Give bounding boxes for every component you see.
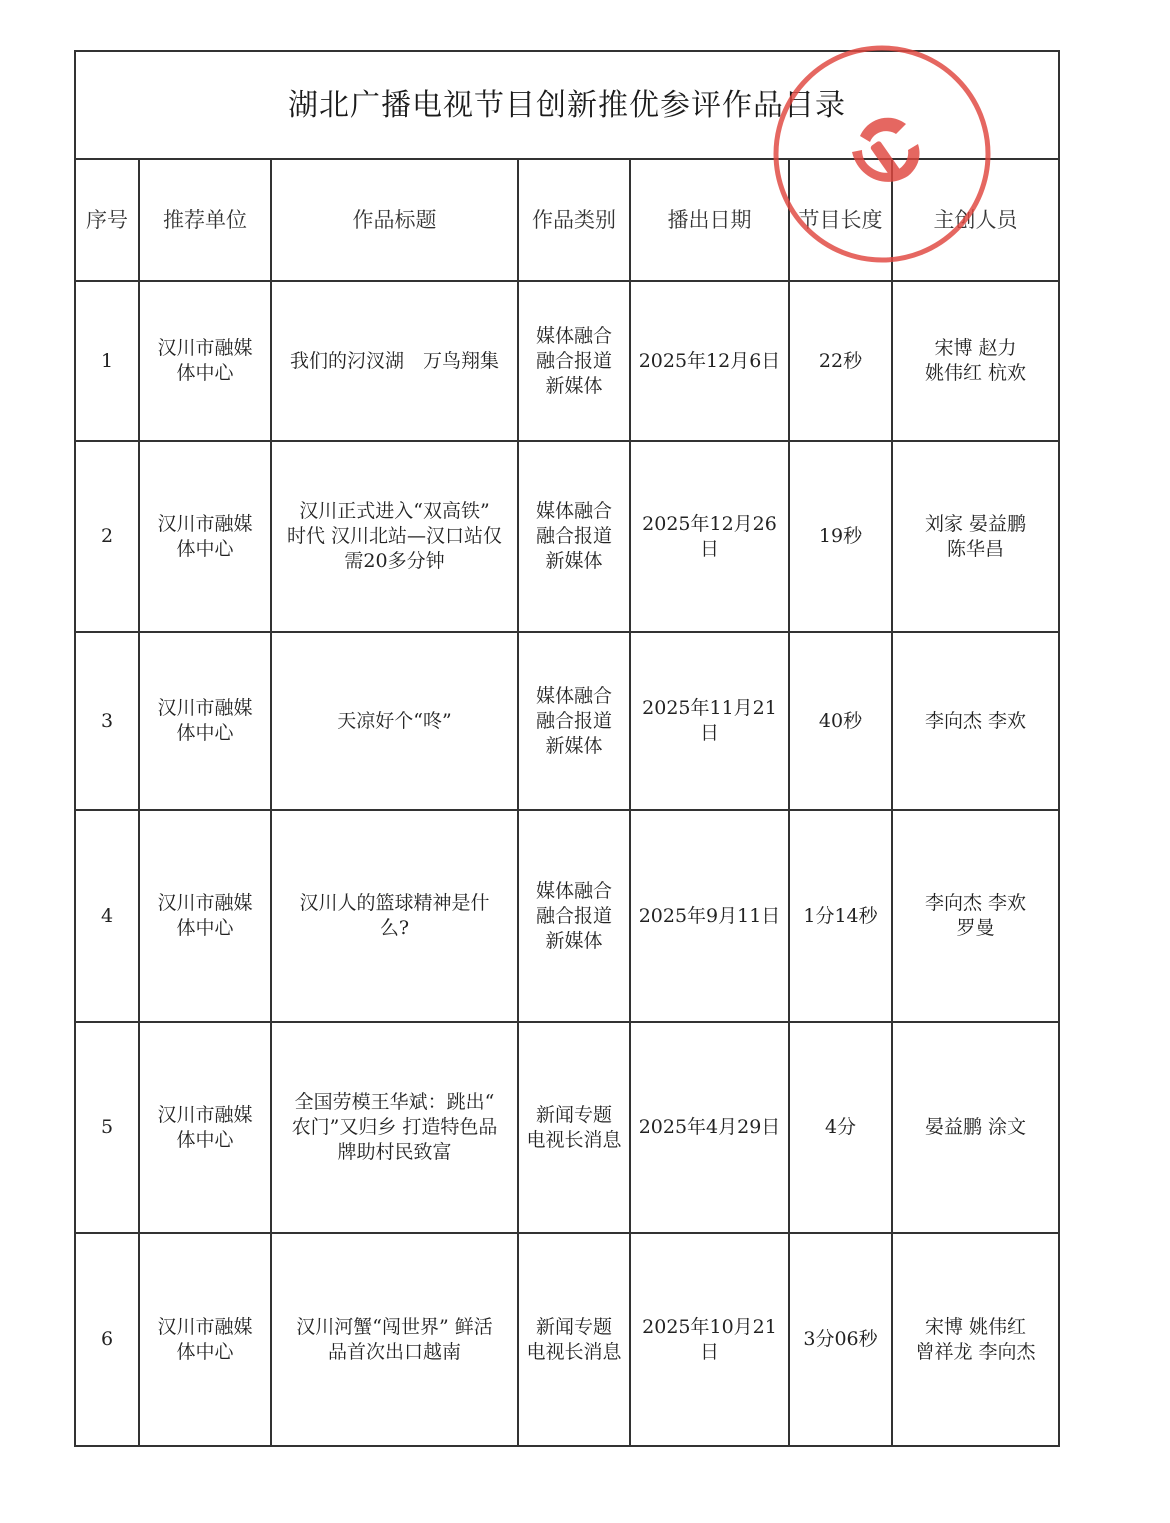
row-title: 我们的汈汊湖 万鸟翔集 — [271, 281, 518, 441]
header-date: 播出日期 — [630, 159, 789, 281]
row-creators: 刘家 晏益鹏 陈华昌 — [892, 441, 1059, 632]
row-index: 3 — [75, 632, 139, 810]
table-row — [75, 810, 1059, 1022]
catalog-table — [74, 50, 1060, 1447]
row-creators: 李向杰 李欢 — [892, 632, 1059, 810]
row-unit: 汉川市融媒 体中心 — [139, 1022, 271, 1233]
row-date: 2025年12月6日 — [630, 281, 789, 441]
row-category: 媒体融合 融合报道 新媒体 — [518, 632, 630, 810]
row-category: 媒体融合 融合报道 新媒体 — [518, 810, 630, 1022]
row-index: 2 — [75, 441, 139, 632]
header-title: 作品标题 — [271, 159, 518, 281]
table-row — [75, 1022, 1059, 1233]
row-unit: 汉川市融媒 体中心 — [139, 810, 271, 1022]
row-length: 19秒 — [789, 441, 892, 632]
row-unit: 汉川市融媒 体中心 — [139, 1233, 271, 1446]
row-creators: 宋博 赵力 姚伟红 杭欢 — [892, 281, 1059, 441]
row-title: 全国劳模王华斌：跳出“ 农门”又归乡 打造特色品 牌助村民致富 — [271, 1022, 518, 1233]
row-length: 4分 — [789, 1022, 892, 1233]
row-unit: 汉川市融媒 体中心 — [139, 632, 271, 810]
table-row — [75, 281, 1059, 441]
row-creators: 李向杰 李欢 罗曼 — [892, 810, 1059, 1022]
row-length: 40秒 — [789, 632, 892, 810]
row-category: 媒体融合 融合报道 新媒体 — [518, 441, 630, 632]
row-category: 新闻专题 电视长消息 — [518, 1022, 630, 1233]
document-title: 湖北广播电视节目创新推优参评作品目录 — [75, 51, 1059, 159]
row-index: 6 — [75, 1233, 139, 1446]
row-title: 汉川河蟹“闯世界” 鲜活 品首次出口越南 — [271, 1233, 518, 1446]
row-index: 4 — [75, 810, 139, 1022]
header-unit: 推荐单位 — [139, 159, 271, 281]
row-date: 2025年9月11日 — [630, 810, 789, 1022]
row-creators: 宋博 姚伟红 曾祥龙 李向杰 — [892, 1233, 1059, 1446]
row-length: 22秒 — [789, 281, 892, 441]
header-category: 作品类别 — [518, 159, 630, 281]
table-row — [75, 441, 1059, 632]
row-index: 5 — [75, 1022, 139, 1233]
row-creators: 晏益鹏 涂文 — [892, 1022, 1059, 1233]
row-category: 媒体融合 融合报道 新媒体 — [518, 281, 630, 441]
document-sheet — [74, 50, 1058, 1445]
row-index: 1 — [75, 281, 139, 441]
table-row — [75, 1233, 1059, 1446]
row-date: 2025年4月29日 — [630, 1022, 789, 1233]
row-title: 汉川正式进入“双高铁” 时代 汉川北站—汉口站仅 需20多分钟 — [271, 441, 518, 632]
row-date: 2025年12月26日 — [630, 441, 789, 632]
row-unit: 汉川市融媒 体中心 — [139, 281, 271, 441]
row-title: 汉川人的篮球精神是什 么? — [271, 810, 518, 1022]
row-date: 2025年11月21日 — [630, 632, 789, 810]
table-row — [75, 632, 1059, 810]
row-date: 2025年10月21日 — [630, 1233, 789, 1446]
row-length: 1分14秒 — [789, 810, 892, 1022]
header-length: 节目长度 — [789, 159, 892, 281]
row-title: 天凉好个“咚” — [271, 632, 518, 810]
row-category: 新闻专题 电视长消息 — [518, 1233, 630, 1446]
row-unit: 汉川市融媒 体中心 — [139, 441, 271, 632]
header-index: 序号 — [75, 159, 139, 281]
header-row — [75, 159, 1059, 281]
row-length: 3分06秒 — [789, 1233, 892, 1446]
header-creators: 主创人员 — [892, 159, 1059, 281]
